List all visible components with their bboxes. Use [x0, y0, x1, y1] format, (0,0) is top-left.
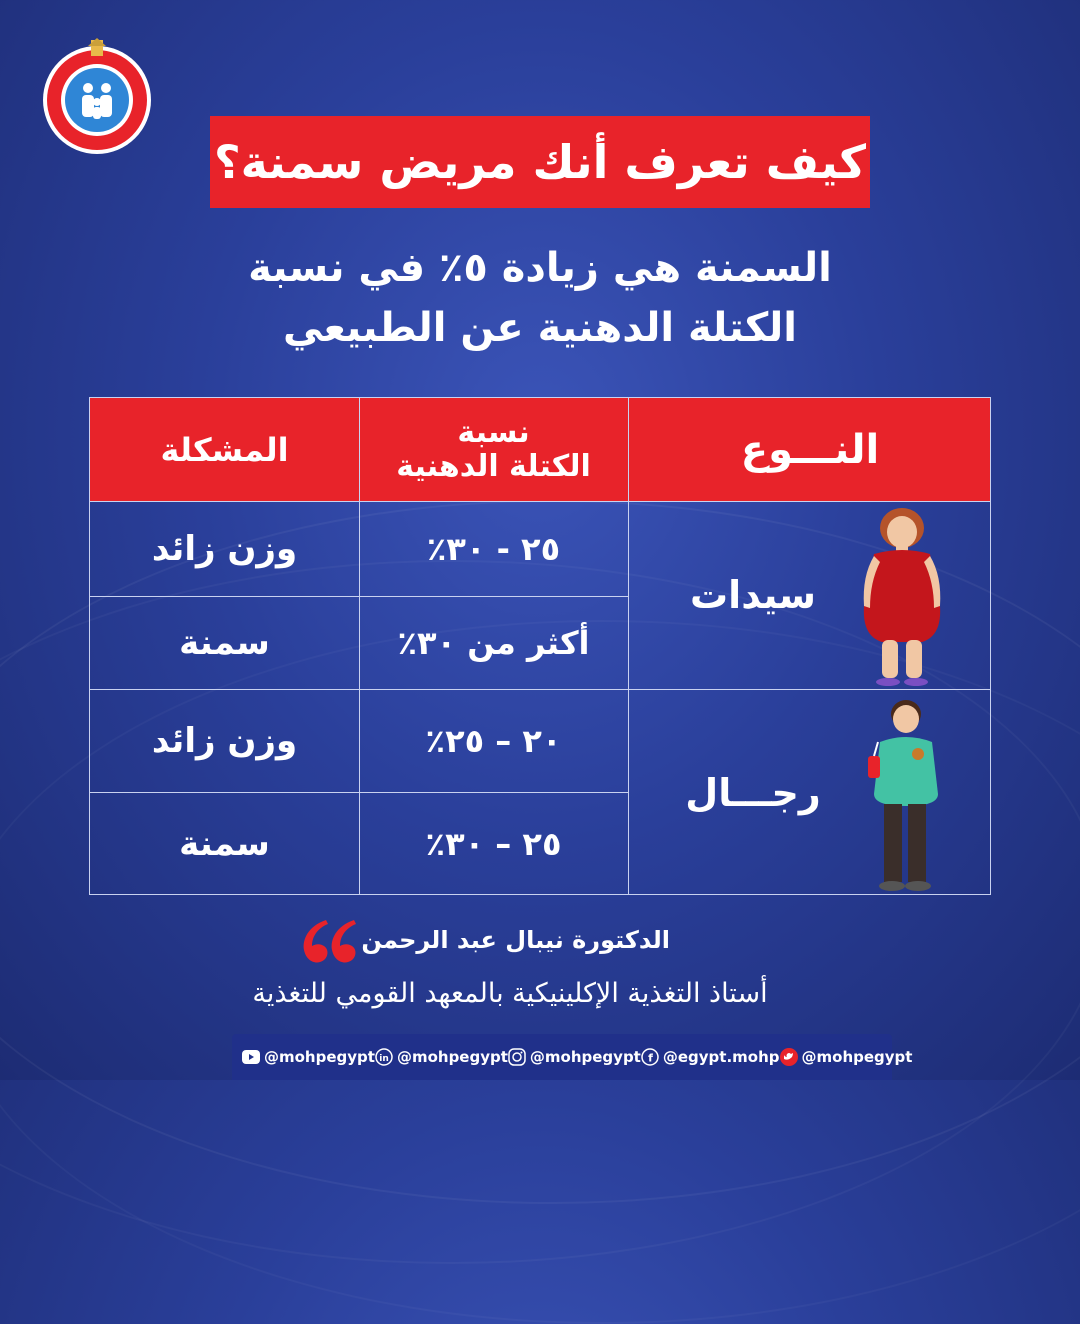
svg-text:f: f — [647, 1051, 653, 1065]
youtube-icon — [242, 1048, 260, 1066]
header-fat-line-2: الكتلة الدهنية — [396, 448, 591, 484]
range-cell: ٢٠ – ٢٥٪ — [425, 721, 562, 760]
social-handle: @mohpegypt — [529, 1048, 641, 1066]
social-handle: @mohpegypt — [396, 1048, 508, 1066]
twitter-icon — [780, 1048, 798, 1066]
problem-cell: وزن زائد — [151, 720, 298, 761]
instagram-icon — [508, 1048, 526, 1066]
social-handle: @mohpegypt — [264, 1048, 375, 1066]
range-cell: أكثر من ٣٠٪ — [397, 623, 590, 662]
range-cell: ٢٥ – ٣٠٪ — [425, 825, 562, 863]
page-title: كيف تعرف أنك مريض سمنة؟ — [213, 135, 867, 189]
header-type: النـــوع — [740, 426, 880, 473]
social-handle: @egypt.mohp — [662, 1048, 780, 1066]
subtitle-line-2: الكتلة الدهنية عن الطبيعي — [283, 305, 797, 351]
doctor-name: الدكتورة نيبال عبد الرحمن — [361, 926, 670, 954]
doctor-title: أستاذ التغذية الإكلينيكية بالمعهد القومي للتغذية — [252, 978, 768, 1009]
problem-cell: سمنة — [179, 824, 270, 864]
header-fat-line-1: نسبة — [457, 414, 530, 450]
social-youtube[interactable] — [242, 1048, 375, 1066]
social-handle: @mohpegypt — [801, 1048, 913, 1066]
woman-illustration — [852, 506, 952, 688]
social-instagram[interactable] — [508, 1048, 641, 1066]
title-banner — [210, 116, 870, 208]
bodyfat-table — [89, 397, 991, 895]
subtitle — [160, 238, 920, 358]
social-linkedin[interactable] — [375, 1048, 508, 1066]
social-twitter[interactable] — [780, 1048, 913, 1066]
problem-cell: وزن زائد — [151, 528, 298, 569]
header-problem: المشكلة — [160, 430, 289, 469]
header-fat-percentage — [359, 398, 628, 501]
gender-men: رجـــال — [685, 770, 821, 815]
svg-text:in: in — [379, 1054, 389, 1064]
ministry-logo — [38, 38, 156, 156]
facebook-icon — [641, 1048, 659, 1066]
man-illustration — [862, 694, 946, 894]
problem-cell: سمنة — [179, 622, 270, 663]
linkedin-icon — [375, 1048, 393, 1066]
range-cell: ٢٥ - ٣٠٪ — [426, 529, 561, 568]
gender-women: سيدات — [689, 573, 817, 617]
social-bar — [232, 1034, 913, 1080]
social-facebook[interactable] — [641, 1048, 780, 1066]
subtitle-line-1: السمنة هي زيادة ٥٪ في نسبة — [248, 245, 832, 291]
